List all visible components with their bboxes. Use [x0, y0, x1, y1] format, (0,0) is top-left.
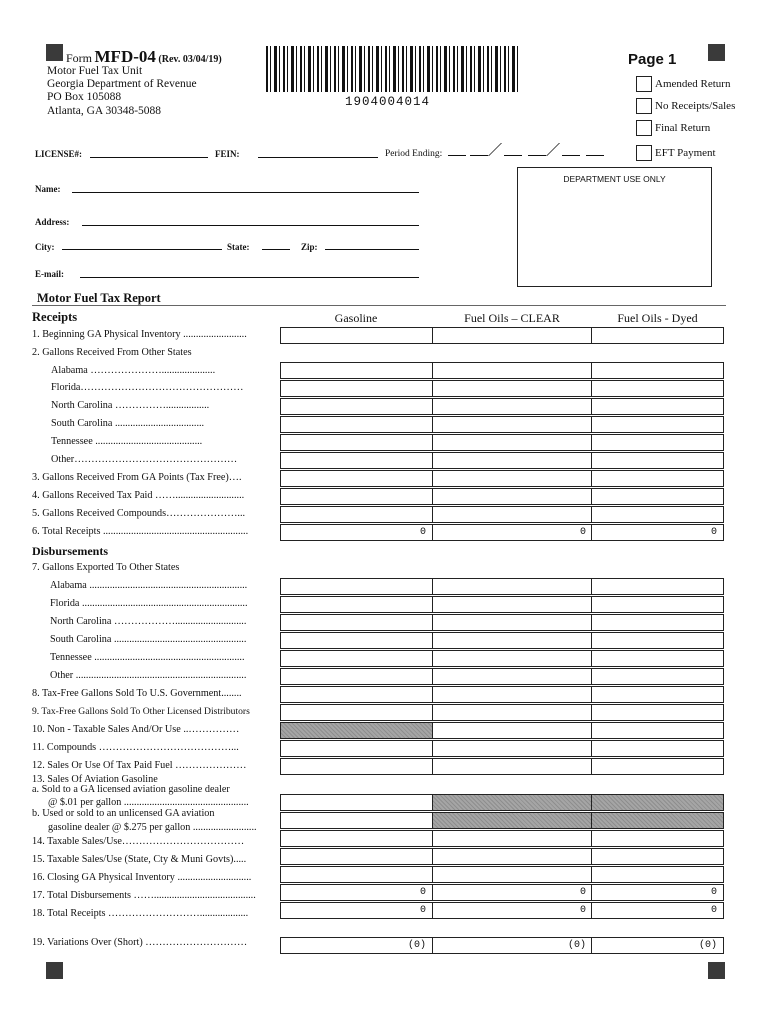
line-6-label: 6. Total Receipts ......................................................... — [32, 526, 249, 537]
report-title: Motor Fuel Tax Report — [37, 291, 161, 305]
license-input[interactable] — [90, 157, 208, 158]
line-2-sc-gasoline-cell[interactable] — [280, 416, 433, 433]
receipts-heading: Receipts — [32, 310, 78, 324]
line-10-label: 10. Non - Taxable Sales And/Or Use ..…………… — [32, 724, 240, 735]
line-7-other-dyed-cell[interactable] — [591, 668, 724, 685]
line-1-dyed-cell[interactable] — [591, 327, 724, 344]
address-label: Address: — [35, 217, 70, 227]
line-9-dyed-cell[interactable] — [591, 704, 724, 721]
line-18-clear-cell[interactable]: 0 — [432, 902, 593, 919]
line-7-alabama-label: Alabama .............................................................. — [50, 580, 248, 591]
line-4-gasoline-cell[interactable] — [280, 488, 433, 505]
line-8-clear-cell[interactable] — [432, 686, 593, 703]
line-7-alabama-dyed-cell[interactable] — [591, 578, 724, 595]
column-fuel-oils-dyed: Fuel Oils - Dyed — [617, 311, 698, 325]
email-input[interactable] — [80, 277, 419, 278]
line-5-gasoline-cell[interactable] — [280, 506, 433, 523]
line-2-alabama-gasoline-cell[interactable] — [280, 362, 433, 379]
line-2-other-clear-cell[interactable] — [432, 452, 593, 469]
line-7-tennessee-gasoline-cell[interactable] — [280, 650, 433, 667]
line-2-nc-label: North Carolina ……………................. — [51, 400, 210, 411]
line-17-clear-cell[interactable]: 0 — [432, 884, 593, 901]
form-word: Form — [66, 51, 93, 65]
line-5-dyed-cell[interactable] — [591, 506, 724, 523]
report-title-rule — [32, 305, 726, 306]
line-3-label: 3. Gallons Received From GA Points (Tax Free)…. — [32, 472, 242, 483]
line-2-tennessee-clear-cell[interactable] — [432, 434, 593, 451]
line-7-sc-dyed-cell[interactable] — [591, 632, 724, 649]
line-2-nc-clear-cell[interactable] — [432, 398, 593, 415]
line-10-gasoline-cell — [280, 722, 433, 739]
line-14-label: 14. Taxable Sales/Use……………………………… — [32, 836, 245, 847]
department-use-label: DEPARTMENT USE ONLY — [563, 174, 666, 184]
line-6-gasoline-cell[interactable]: 0 — [280, 524, 433, 541]
name-label: Name: — [35, 184, 61, 194]
line-7-florida-gasoline-cell[interactable] — [280, 596, 433, 613]
line-6-clear-cell[interactable]: 0 — [432, 524, 593, 541]
dept-name: Georgia Department of Revenue — [47, 78, 197, 90]
line-4-label: 4. Gallons Received Tax Paid ……........................... — [32, 490, 245, 501]
line-2-florida-dyed-cell[interactable] — [591, 380, 724, 397]
line-7-nc-clear-cell[interactable] — [432, 614, 593, 631]
line-15-gasoline-cell[interactable] — [280, 848, 433, 865]
line-14-gasoline-cell[interactable] — [280, 830, 433, 847]
line-2-alabama-label: Alabama …………………..................... — [51, 365, 216, 376]
line-2-sc-label: South Carolina ................................... — [51, 418, 205, 429]
line-10-dyed-cell[interactable] — [591, 722, 724, 739]
line-8-label: 8. Tax-Free Gallons Sold To U.S. Government........ — [32, 688, 242, 699]
line-6-dyed-cell[interactable]: 0 — [591, 524, 724, 541]
barcode — [266, 46, 519, 92]
line-13b-clear-cell — [432, 812, 593, 829]
eft-payment-checkbox[interactable] — [636, 145, 652, 161]
eft-payment-label: EFT Payment — [655, 147, 716, 159]
line-15-dyed-cell[interactable] — [591, 848, 724, 865]
line-4-clear-cell[interactable] — [432, 488, 593, 505]
email-label: E-mail: — [35, 269, 64, 279]
city-input[interactable] — [62, 249, 222, 250]
column-gasoline: Gasoline — [334, 311, 378, 325]
line-7-florida-dyed-cell[interactable] — [591, 596, 724, 613]
line-1-label: 1. Beginning GA Physical Inventory ......................... — [32, 329, 247, 340]
line-13b-rate-label: gasoline dealer @ $.275 per gallon ......................... — [48, 822, 257, 833]
line-17-gasoline-cell[interactable]: 0 — [280, 884, 433, 901]
line-11-dyed-cell[interactable] — [591, 740, 724, 757]
line-2-florida-label: Florida………………………………………… — [51, 382, 244, 393]
corner-mark-bottom-left — [46, 962, 63, 979]
line-17-label: 17. Total Disbursements ……........................................ — [32, 890, 256, 901]
line-2-alabama-clear-cell[interactable] — [432, 362, 593, 379]
line-18-dyed-cell[interactable]: 0 — [591, 902, 724, 919]
line-12-dyed-cell[interactable] — [591, 758, 724, 775]
disbursements-heading: Disbursements — [32, 544, 109, 558]
unit-name: Motor Fuel Tax Unit — [47, 65, 143, 77]
line-13b-dyed-cell — [591, 812, 724, 829]
line-19-clear-cell[interactable]: (0) — [432, 937, 593, 954]
line-3-dyed-cell[interactable] — [591, 470, 724, 487]
no-receipts-checkbox[interactable] — [636, 98, 652, 114]
line-2-florida-clear-cell[interactable] — [432, 380, 593, 397]
line-7-sc-gasoline-cell[interactable] — [280, 632, 433, 649]
zip-input[interactable] — [325, 249, 419, 250]
line-14-clear-cell[interactable] — [432, 830, 593, 847]
line-8-gasoline-cell[interactable] — [280, 686, 433, 703]
line-13a-label: a. Sold to a GA licensed aviation gasoline dealer — [32, 784, 230, 795]
line-7-sc-label: South Carolina .................................................... — [50, 634, 247, 645]
line-7-alabama-gasoline-cell[interactable] — [280, 578, 433, 595]
line-10-clear-cell[interactable] — [432, 722, 593, 739]
line-2-nc-gasoline-cell[interactable] — [280, 398, 433, 415]
line-9-clear-cell[interactable] — [432, 704, 593, 721]
corner-mark-top-left — [46, 44, 63, 61]
line-9-gasoline-cell[interactable] — [280, 704, 433, 721]
line-15-clear-cell[interactable] — [432, 848, 593, 865]
barcode-number: 1904004014 — [345, 95, 431, 109]
final-return-label: Final Return — [655, 122, 711, 134]
line-2-nc-dyed-cell[interactable] — [591, 398, 724, 415]
address-city: Atlanta, GA 30348-5088 — [47, 105, 162, 117]
line-13a-dyed-cell — [591, 794, 724, 811]
address-input[interactable] — [82, 225, 419, 226]
line-11-clear-cell[interactable] — [432, 740, 593, 757]
fein-label: FEIN: — [215, 149, 240, 159]
no-receipts-label: No Receipts/Sales — [655, 100, 736, 112]
line-13b-gasoline-cell[interactable] — [280, 812, 433, 829]
form-title — [66, 47, 222, 67]
line-2-sc-clear-cell[interactable] — [432, 416, 593, 433]
line-9-label: 9. Tax-Free Gallons Sold To Other Licensed Distributors — [32, 706, 250, 717]
name-input[interactable] — [72, 192, 419, 193]
line-18-label: 18. Total Receipts ………………………................... — [32, 908, 249, 919]
line-2-alabama-dyed-cell[interactable] — [591, 362, 724, 379]
line-7-alabama-clear-cell[interactable] — [432, 578, 593, 595]
line-7-label: 7. Gallons Exported To Other States — [32, 562, 180, 573]
line-8-dyed-cell[interactable] — [591, 686, 724, 703]
line-1-clear-cell[interactable] — [432, 327, 593, 344]
line-7-other-label: Other ................................................................... — [50, 670, 247, 681]
line-17-dyed-cell[interactable]: 0 — [591, 884, 724, 901]
line-16-label: 16. Closing GA Physical Inventory ............................. — [32, 872, 252, 883]
line-13a-clear-cell — [432, 794, 593, 811]
corner-mark-top-right — [708, 44, 725, 61]
state-input[interactable] — [262, 249, 290, 250]
column-fuel-oils-clear: Fuel Oils – CLEAR — [464, 311, 560, 325]
license-label: LICENSE#: — [35, 149, 83, 159]
line-4-dyed-cell[interactable] — [591, 488, 724, 505]
po-box: PO Box 105088 — [47, 91, 122, 103]
line-12-gasoline-cell[interactable] — [280, 758, 433, 775]
line-7-florida-label: Florida ................................................................. — [50, 598, 248, 609]
line-13a-rate-label: @ $.01 per gallon ................................................. — [48, 797, 249, 808]
fein-input[interactable] — [258, 157, 378, 158]
line-7-other-clear-cell[interactable] — [432, 668, 593, 685]
corner-mark-bottom-right — [708, 962, 725, 979]
line-5-clear-cell[interactable] — [432, 506, 593, 523]
line-11-gasoline-cell[interactable] — [280, 740, 433, 757]
line-3-clear-cell[interactable] — [432, 470, 593, 487]
line-7-tennessee-clear-cell[interactable] — [432, 650, 593, 667]
line-12-label: 12. Sales Or Use Of Tax Paid Fuel ………………… — [32, 760, 247, 771]
form-id: MFD-04 — [94, 47, 156, 66]
line-2-other-gasoline-cell[interactable] — [280, 452, 433, 469]
line-7-sc-clear-cell[interactable] — [432, 632, 593, 649]
line-2-tennessee-gasoline-cell[interactable] — [280, 434, 433, 451]
line-13a-gasoline-cell[interactable] — [280, 794, 433, 811]
department-use-box — [517, 167, 712, 287]
period-ending-input[interactable] — [448, 143, 604, 157]
line-7-nc-gasoline-cell[interactable] — [280, 614, 433, 631]
line-5-label: 5. Gallons Received Compounds…………………... — [32, 508, 246, 519]
line-16-dyed-cell[interactable] — [591, 866, 724, 883]
form-revision: (Rev. 03/04/19) — [158, 54, 222, 65]
line-19-gasoline-cell[interactable]: (0) — [280, 937, 433, 954]
line-16-clear-cell[interactable] — [432, 866, 593, 883]
city-label: City: — [35, 242, 55, 252]
line-7-nc-dyed-cell[interactable] — [591, 614, 724, 631]
line-2-florida-gasoline-cell[interactable] — [280, 380, 433, 397]
line-16-gasoline-cell[interactable] — [280, 866, 433, 883]
final-return-checkbox[interactable] — [636, 120, 652, 136]
line-1-gasoline-cell[interactable] — [280, 327, 433, 344]
line-18-gasoline-cell[interactable]: 0 — [280, 902, 433, 919]
line-7-other-gasoline-cell[interactable] — [280, 668, 433, 685]
period-ending-label: Period Ending: — [385, 149, 443, 159]
line-3-gasoline-cell[interactable] — [280, 470, 433, 487]
line-7-florida-clear-cell[interactable] — [432, 596, 593, 613]
amended-return-checkbox[interactable] — [636, 76, 652, 92]
zip-label: Zip: — [301, 242, 318, 252]
line-15-label: 15. Taxable Sales/Use (State, Cty & Muni Govts)..... — [32, 854, 247, 865]
line-14-dyed-cell[interactable] — [591, 830, 724, 847]
line-13b-label: b. Used or sold to an unlicensed GA aviation — [32, 808, 215, 819]
line-2-sc-dyed-cell[interactable] — [591, 416, 724, 433]
line-2-label: 2. Gallons Received From Other States — [32, 347, 192, 358]
line-2-other-dyed-cell[interactable] — [591, 452, 724, 469]
line-2-tennessee-label: Tennessee .......................................... — [51, 436, 203, 447]
line-2-other-label: Other………………………………………… — [51, 454, 238, 465]
state-label: State: — [227, 242, 250, 252]
page-number: Page 1 — [628, 51, 677, 68]
line-2-tennessee-dyed-cell[interactable] — [591, 434, 724, 451]
line-7-tennessee-label: Tennessee ........................................................... — [50, 652, 245, 663]
line-7-nc-label: North Carolina ………………............................ — [50, 616, 247, 627]
line-13-label: 13. Sales Of Aviation Gasoline — [32, 774, 158, 785]
amended-return-label: Amended Return — [655, 78, 731, 90]
line-11-label: 11. Compounds …………………………………... — [32, 742, 239, 753]
line-19-dyed-cell[interactable]: (0) — [591, 937, 724, 954]
line-7-tennessee-dyed-cell[interactable] — [591, 650, 724, 667]
line-19-label: 19. Variations Over (Short) ………………………… — [32, 937, 248, 948]
line-12-clear-cell[interactable] — [432, 758, 593, 775]
